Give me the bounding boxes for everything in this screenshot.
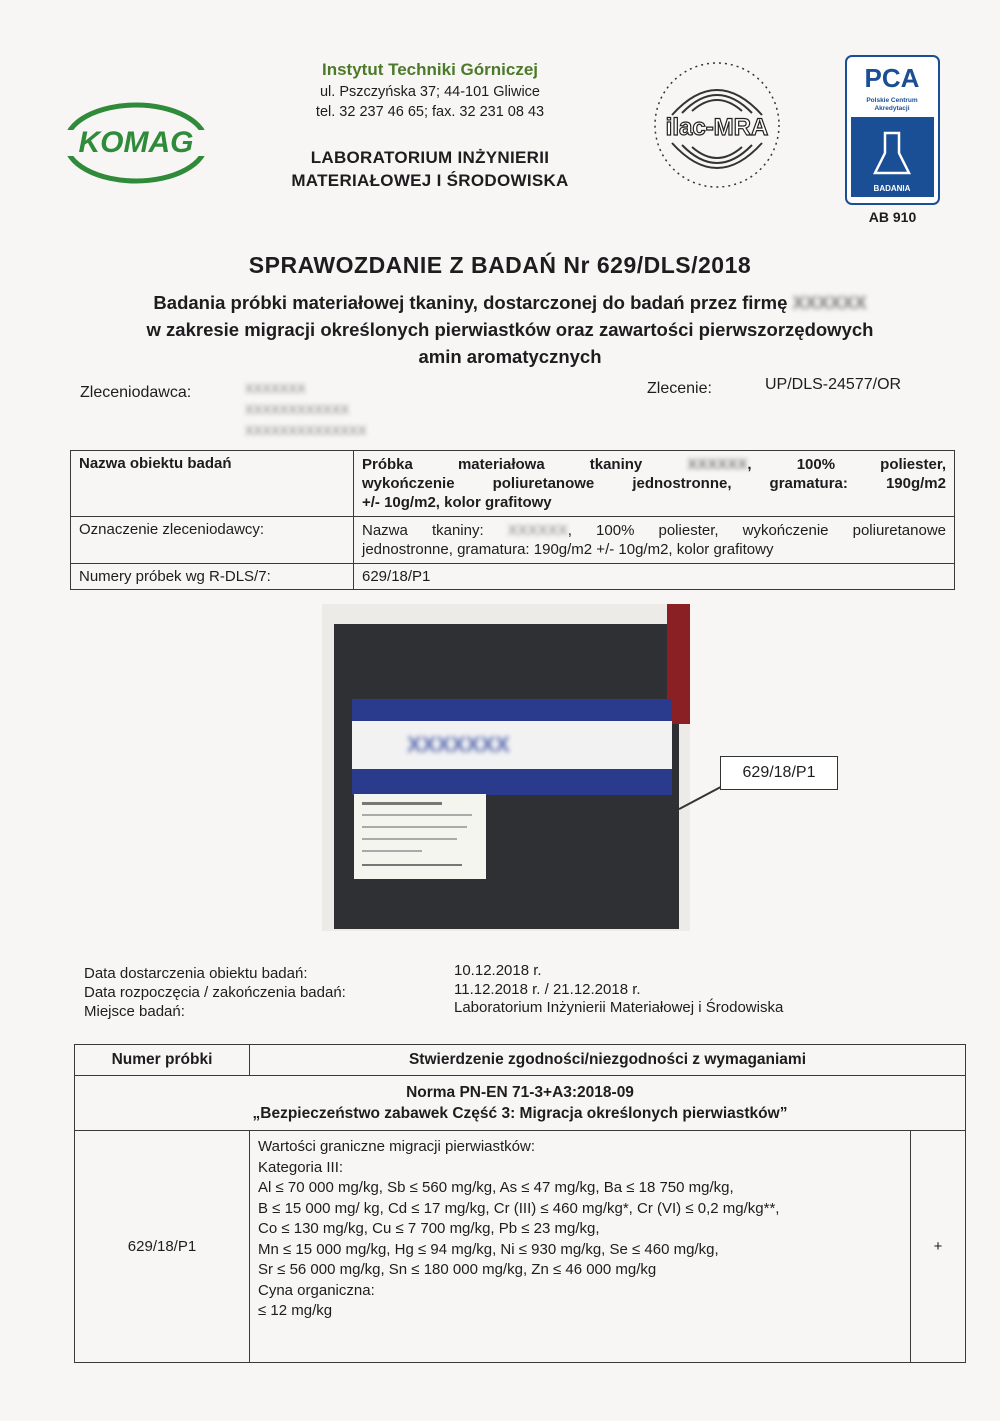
institute-address: ul. Pszczyńska 37; 44-101 Gliwice [319, 84, 540, 100]
komag-logo [62, 100, 210, 186]
object-name-value: Próbka materiałowa tkaniny XXXXXX, 100% poliester, wykończenie poliuretanowe jednostronne, gramatura: 190g/m2 +/- 10g/m2, kolor grafitowy [354, 451, 955, 517]
table-row [75, 1076, 966, 1131]
sample-numbers-label: Numery próbek wg R-DLS/7: [71, 564, 354, 590]
report-subtitle-line1: Badania próbki materiałowej tkaniny, dostarczonej do badań przez firmę XXXXXX [153, 292, 867, 313]
institute-name: Instytut Techniki Górniczej [322, 60, 538, 79]
redacted-brand-label: XXXXXXX [407, 732, 510, 757]
svg-text:ilac-MRA: ilac-MRA [665, 114, 769, 141]
photo-sample-callout: 629/18/P1 [720, 756, 838, 790]
compliance-header: Stwierdzenie zgodności/niezgodności z wymaganiami [250, 1045, 966, 1076]
svg-text:KOMAG: KOMAG [78, 126, 194, 159]
svg-text:Polskie Centrum: Polskie Centrum [866, 97, 918, 104]
limit-line: Co ≤ 130 mg/kg, Cu ≤ 7 700 mg/kg, Pb ≤ 23 mg/kg, [258, 1220, 600, 1237]
report-title: SPRAWOZDANIE Z BADAŃ Nr 629/DLS/2018 [248, 252, 752, 278]
sample-number-header: Numer próbki [75, 1045, 250, 1076]
norm-number: Norma PN-EN 71-3+A3:2018-09 [406, 1084, 634, 1101]
pca-number: AB 910 [868, 209, 917, 225]
lab-title-line2: MATERIAŁOWEJ I ŚRODOWISKA [291, 171, 569, 190]
limit-line: Mn ≤ 15 000 mg/kg, Hg ≤ 94 mg/kg, Ni ≤ 930 mg/kg, Se ≤ 460 mg/kg, [258, 1240, 719, 1258]
test-place-label: Miejsce badań: [84, 1003, 185, 1020]
verdict-cell: + [911, 1131, 966, 1363]
redacted-fabric-name: XXXXXX [507, 522, 568, 539]
svg-text:BADANIA: BADANIA [873, 184, 911, 193]
table-row [75, 1131, 966, 1363]
table-row [71, 517, 955, 564]
table-row [71, 564, 955, 590]
limit-line: Sr ≤ 56 000 mg/kg, Sn ≤ 180 000 mg/kg, Zn ≤ 46 000 mg/kg [258, 1261, 657, 1278]
redacted-fabric-name: XXXXXX [687, 456, 748, 473]
institute-phone: tel. 32 237 46 65; fax. 32 231 08 43 [315, 104, 545, 120]
svg-text:PCA: PCA [864, 63, 920, 93]
limit-line: Cyna organiczna: [258, 1281, 375, 1299]
order-label: Zlecenie: [647, 380, 712, 397]
report-subtitle-line3: amin aromatycznych [418, 346, 602, 367]
results-table [74, 1044, 966, 1363]
norm-title: „Bezpieczeństwo zabawek Część 3: Migracja określonych pierwiastków” [252, 1105, 788, 1122]
limit-line: Wartości graniczne migracji pierwiastków: [258, 1138, 536, 1155]
test-dates-value: 11.12.2018 r. / 21.12.2018 r. [454, 981, 641, 998]
redacted-client: XXXXXXX XXXXXXXXXXXX XXXXXXXXXXXXXX [245, 381, 367, 438]
limit-line: B ≤ 15 000 mg/ kg, Cd ≤ 17 mg/kg, Cr (III) ≤ 460 mg/kg*, Cr (VI) ≤ 0,2 mg/kg**, [258, 1199, 780, 1217]
report-subtitle-line2: w zakresie migracji określonych pierwiastków oraz zawartości pierwszorzędowych [146, 319, 874, 340]
limit-line: Al ≤ 70 000 mg/kg, Sb ≤ 560 mg/kg, As ≤ 47 mg/kg, Ba ≤ 18 750 mg/kg, [258, 1179, 734, 1196]
sample-numbers-value: 629/18/P1 [354, 564, 955, 590]
table-row [71, 451, 955, 517]
test-dates-label: Data rozpoczęcia / zakończenia badań: [84, 984, 346, 1001]
object-name-label: Nazwa obiektu badań [71, 451, 354, 517]
test-place-value: Laboratorium Inżynierii Materiałowej i Środowiska [454, 999, 784, 1016]
limit-line: ≤ 12 mg/kg [258, 1302, 333, 1319]
sample-number-cell: 629/18/P1 [75, 1131, 250, 1363]
client-designation-label: Oznaczenie zleceniodawcy: [71, 517, 354, 564]
client-designation-value: Nazwa tkaniny: XXXXXX, 100% poliester, wykończenie poliuretanowe jednostronne, gramatura: 190g/m2 +/- 10g/m2, kolor grafitowy [354, 517, 955, 564]
client-label: Zleceniodawca: [80, 384, 192, 401]
norm-cell [75, 1076, 966, 1131]
delivery-date-label: Data dostarczenia obiektu badań: [84, 965, 308, 982]
redacted-company: XXXXXX [792, 292, 867, 313]
limit-line: Kategoria III: [258, 1158, 344, 1176]
delivery-date-value: 10.12.2018 r. [454, 962, 542, 979]
lab-title-line1: LABORATORIUM INŻYNIERII [310, 148, 550, 167]
pca-accreditation-logo [845, 55, 940, 205]
sample-photo [322, 604, 690, 931]
table-row [75, 1045, 966, 1076]
order-value: UP/DLS-24577/OR [765, 376, 902, 393]
ilac-mra-logo [650, 55, 785, 195]
object-table [70, 450, 955, 590]
svg-text:Akredytacji: Akredytacji [874, 105, 910, 112]
limits-cell [250, 1131, 911, 1363]
